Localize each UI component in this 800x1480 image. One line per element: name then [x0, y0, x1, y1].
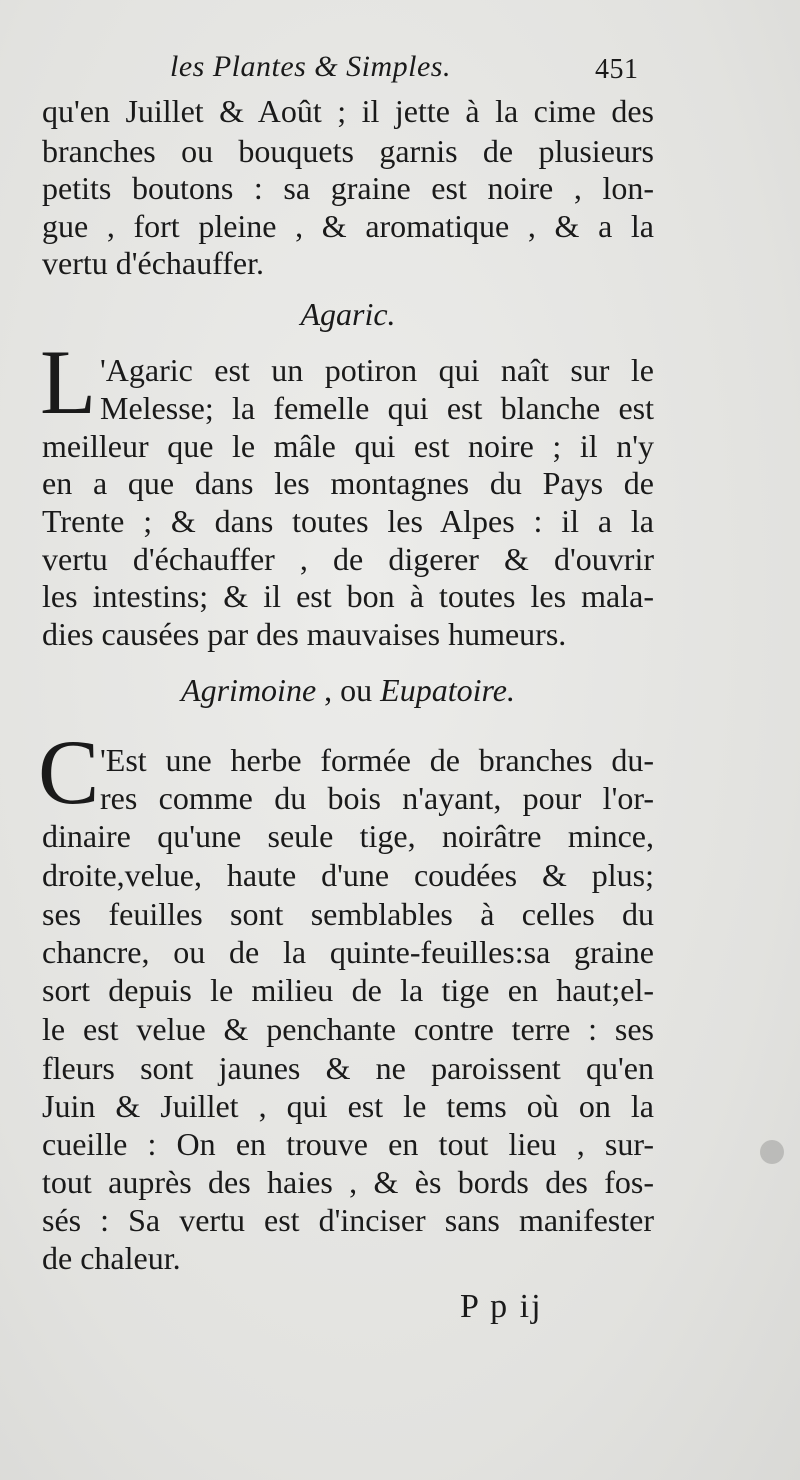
heading-separator: , ou: [316, 672, 381, 708]
running-head: [170, 50, 670, 90]
text-line: qu'en Juillet & Août ; il jette à la cime des: [42, 93, 654, 129]
text-line: le est velue & penchante contre terre : ses: [42, 1011, 654, 1047]
text-line: sort depuis le milieu de la tige en haut;el-: [42, 972, 654, 1008]
text-line: dies causées par des mauvaises humeurs.: [42, 616, 567, 652]
text-line: meilleur que le mâle qui est noire ; il n'y: [42, 428, 654, 464]
text-line: vertu d'échauffer.: [42, 245, 264, 281]
text-line: les intestins; & il est bon à toutes les mala-: [42, 578, 654, 614]
text-line: Trente ; & dans toutes les Alpes : il a la: [42, 503, 654, 539]
text-line: fleurs sont jaunes & ne paroissent qu'en: [42, 1050, 654, 1086]
text-line: cueille : On en trouve en tout lieu , sur-: [42, 1126, 654, 1162]
signature-mark: P p ij: [460, 1288, 543, 1325]
text-line: dinaire qu'une seule tige, noirâtre mince,: [42, 818, 654, 854]
text-line: gue , fort pleine , & aromatique , & a la: [42, 208, 654, 244]
text-line: en a que dans les montagnes du Pays de: [42, 465, 654, 501]
text-line: branches ou bouquets garnis de plusieurs: [42, 133, 654, 169]
text-line: droite,velue, haute d'une coudées & plus;: [42, 857, 654, 893]
text-line: ses feuilles sont semblables à celles du: [42, 896, 654, 932]
text-line: vertu d'échauffer , de digerer & d'ouvrir: [42, 541, 654, 577]
text-line: petits boutons : sa graine est noire , lon-: [42, 170, 654, 206]
page-number: 451: [595, 54, 639, 85]
drop-cap-L: L: [40, 331, 97, 433]
heading-part-agrimoine: Agrimoine: [181, 672, 317, 708]
section-heading-agaric: [42, 296, 654, 336]
text-line: Melesse; la femelle qui est blanche est: [100, 390, 654, 426]
text-line: de chaleur.: [42, 1240, 181, 1276]
text-line: Juin & Juillet , qui est le tems où on la: [42, 1088, 654, 1124]
text-line: res comme du bois n'ayant, pour l'or-: [100, 780, 654, 816]
drop-cap-C: C: [38, 721, 100, 823]
section-heading-agrimoine: [42, 672, 654, 712]
running-head-title: les Plantes & Simples.: [170, 50, 451, 83]
text-line: 'Est une herbe formée de branches du-: [100, 742, 654, 778]
section-heading-text: Agaric.: [300, 296, 396, 332]
ink-smudge: [760, 1140, 784, 1164]
text-line: tout auprès des haies , & ès bords des fos-: [42, 1164, 654, 1200]
text-line: chancre, ou de la quinte-feuilles:sa graine: [42, 934, 654, 970]
text-line: sés : Sa vertu est d'inciser sans manifester: [42, 1202, 654, 1238]
text-line: 'Agaric est un potiron qui naît sur le: [100, 352, 654, 388]
heading-part-eupatoire: Eupatoire.: [380, 672, 515, 708]
